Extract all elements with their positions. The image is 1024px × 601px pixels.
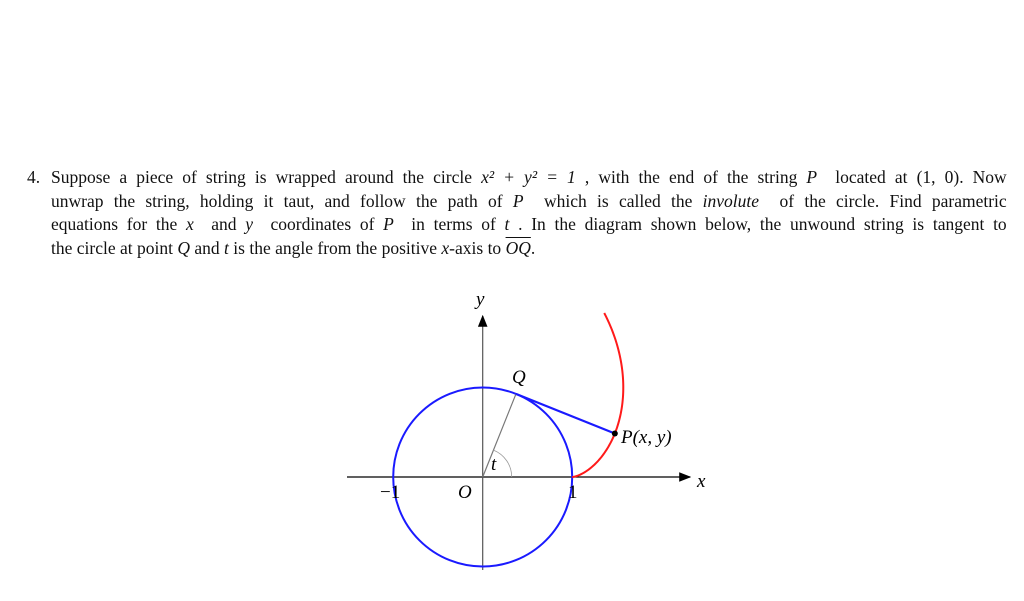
text-segment: Find xyxy=(889,190,922,211)
text-segment: string xyxy=(757,167,798,187)
text-segment: (1, xyxy=(916,167,936,187)
text-segment: at xyxy=(894,167,908,187)
text-segment: and xyxy=(324,190,350,211)
p-label: P(x, y) xyxy=(621,427,672,448)
text-segment: circle xyxy=(76,237,120,258)
text-segment: is xyxy=(597,190,609,211)
text-segment: terms xyxy=(433,214,473,235)
text-segment: of xyxy=(182,167,197,187)
text-segment: the xyxy=(727,167,749,187)
text-segment: circle. xyxy=(836,190,880,211)
text-segment: $\overline{OQ}$ xyxy=(505,237,531,258)
text-segment: of xyxy=(703,167,718,187)
text-segment: the xyxy=(671,190,693,211)
text-segment: . xyxy=(518,214,523,235)
text-segment: from xyxy=(317,237,356,258)
text-segment: holding xyxy=(199,190,254,211)
text-segment: diagram xyxy=(584,214,642,235)
text-segment: called xyxy=(618,190,661,211)
text-segment: P xyxy=(512,190,524,211)
tangent-string xyxy=(516,394,615,434)
text-segment: the xyxy=(402,167,425,187)
q-label: Q xyxy=(512,367,526,388)
text-segment: In xyxy=(531,214,546,235)
text-segment: of xyxy=(779,190,795,211)
text-segment: circle xyxy=(433,167,472,187)
involute-curve xyxy=(572,313,623,477)
text-segment: with xyxy=(598,167,630,187)
text-segment: unwrap xyxy=(51,190,104,211)
text-segment: and xyxy=(194,237,225,258)
origin-label: O xyxy=(458,482,472,503)
text-segment: y xyxy=(245,214,254,235)
text-segment: of xyxy=(487,190,503,211)
text-segment: 1 xyxy=(567,167,576,187)
text-segment: and xyxy=(211,214,237,235)
text-segment: for xyxy=(126,214,148,235)
text-segment: angle xyxy=(275,237,318,258)
text-segment: , xyxy=(584,167,590,187)
text-segment: unwound xyxy=(789,214,856,235)
text-segment: wrapped xyxy=(275,167,336,187)
text-segment: positive xyxy=(381,237,442,258)
text-segment: located xyxy=(835,167,886,187)
text-segment: . xyxy=(530,237,536,258)
text-segment: string xyxy=(205,167,246,187)
text-segment: of xyxy=(359,214,375,235)
text-segment: the xyxy=(155,214,178,235)
text-segment: string xyxy=(863,214,904,235)
text-segment: of xyxy=(481,214,496,235)
x-axis-label: x xyxy=(697,471,706,492)
text-segment: Q xyxy=(177,237,191,258)
text-segment: the xyxy=(638,167,660,187)
text-segment: 0). xyxy=(944,167,964,187)
text-segment: to xyxy=(487,237,506,258)
text-segment: it xyxy=(263,190,274,211)
text-segment: in xyxy=(411,214,425,235)
text-segment: -axis xyxy=(449,237,488,258)
text-segment: = xyxy=(546,167,558,187)
angle-label: t xyxy=(491,454,497,475)
text-segment: point xyxy=(137,237,178,258)
text-segment: x² xyxy=(481,167,495,187)
one-label: 1 xyxy=(568,482,578,503)
text-segment: Suppose xyxy=(51,167,111,187)
radius-oq xyxy=(483,394,516,477)
text-segment: the xyxy=(554,214,576,235)
text-segment: the xyxy=(51,237,77,258)
text-segment: is xyxy=(254,167,267,187)
text-segment: follow xyxy=(360,190,406,211)
text-segment: y² xyxy=(524,167,538,187)
text-segment: shown xyxy=(650,214,697,235)
text-segment: the xyxy=(804,190,826,211)
text-segment: which xyxy=(544,190,587,211)
text-segment: string, xyxy=(145,190,190,211)
neg-one-label: −1 xyxy=(380,482,401,503)
text-segment: equations xyxy=(51,214,119,235)
text-segment: the xyxy=(355,237,382,258)
text-segment: P xyxy=(806,167,818,187)
text-segment: + xyxy=(503,167,515,187)
text-segment: to xyxy=(993,214,1007,235)
text-segment: the xyxy=(415,190,438,211)
text-segment: t xyxy=(224,237,229,258)
text-segment: x xyxy=(441,237,450,258)
text-segment: around xyxy=(344,167,394,187)
text-segment: path xyxy=(447,190,478,211)
text-segment: x xyxy=(186,214,194,235)
text-segment: at xyxy=(120,237,138,258)
text-segment: piece xyxy=(136,167,174,187)
text-segment: tangent xyxy=(932,214,985,235)
text-segment: the xyxy=(249,237,276,258)
text-segment: coordinates xyxy=(270,214,352,235)
text-segment: below, xyxy=(705,214,752,235)
text-segment: taut, xyxy=(283,190,315,211)
point-p xyxy=(612,430,618,436)
text-segment: P xyxy=(383,214,394,235)
text-segment: a xyxy=(119,167,128,187)
text-segment: the xyxy=(113,190,136,211)
text-segment: involute xyxy=(702,190,760,211)
text-segment: parametric xyxy=(931,190,1007,211)
text-segment: is xyxy=(233,237,250,258)
text-segment: t xyxy=(504,214,510,235)
y-axis-label: y xyxy=(476,289,485,310)
text-segment: is xyxy=(912,214,925,235)
problem-number: 4. xyxy=(27,167,41,187)
text-segment: end xyxy=(668,167,695,187)
text-segment: Now xyxy=(972,167,1007,187)
text-segment: the xyxy=(759,214,782,235)
